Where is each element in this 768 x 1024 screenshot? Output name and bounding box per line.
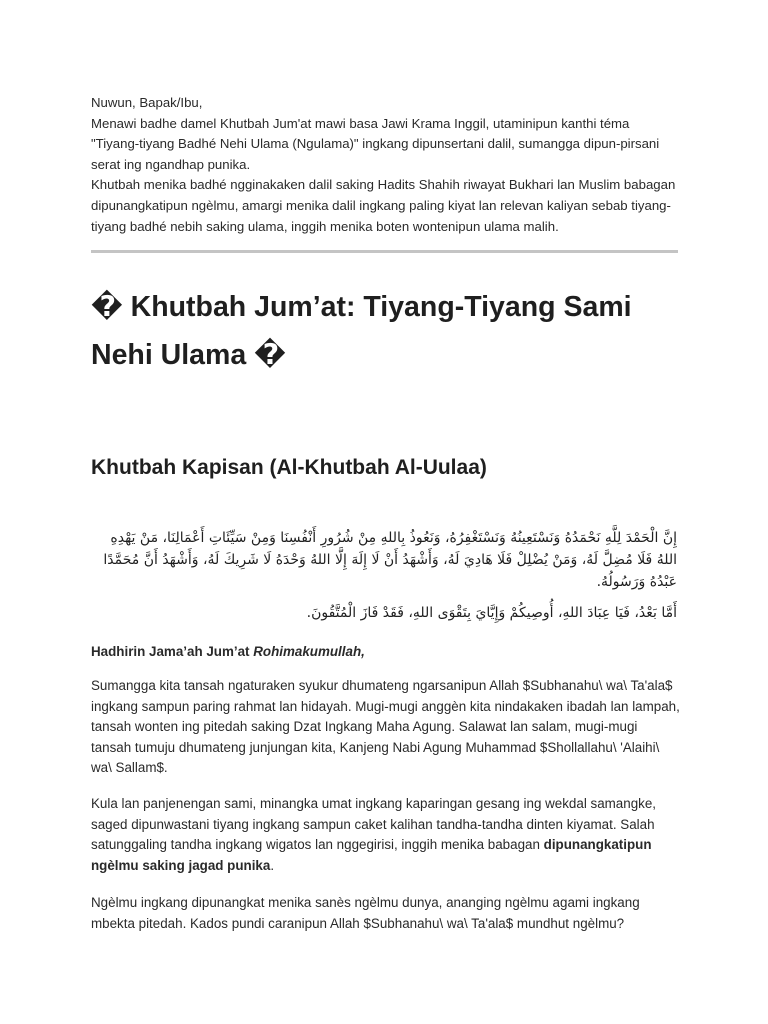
body-paragraph-kiyamat: [91, 794, 681, 876]
horizontal-divider: [91, 250, 678, 253]
section-title: Khutbah Kapisan (Al-Khutbah Al-Uulaa): [91, 456, 487, 479]
intro-paragraph-dalil: Khutbah menika badhé ngginakaken dalil saking Hadits Shahih riwayat Bukhari lan Muslim babagan dipunangkatipun ngèlmu, amargi menika dalil ingkang paling kiyat lan relevan kaliyan sebab tiyang-tiyang badhé nebih saking ulama, inggih menika boten wontenipun ulama malih.: [91, 177, 676, 234]
hadhirin-label: Hadhirin Jama’ah Jum’at: [91, 644, 254, 659]
hadhirin-italic: Rohimakumullah,: [253, 644, 365, 659]
body-paragraph-bold: dipunangkatipun ngèlmu saking jagad punika: [91, 837, 652, 873]
intro-section: [91, 93, 681, 237]
hadhirin-greeting: [91, 642, 681, 663]
body-paragraph-syukur: Sumangga kita tansah ngaturaken syukur dhumateng ngarsanipun Allah $Subhanahu\ wa\ Ta'ala$ ingkang sampun paring rahmat lan hidayah. Mugi-mugi anggèn kita nindakaken ibadah lan lampah, tansah wonten ing pitedah saking Dzat Ingkang Maha Agung. Salawat lan salam, mugi-mugi tansah tumuju dhumateng junjungan kita, Kanjeng Nabi Agung Muhammad $Shollallahu\ 'Alaihi\ wa\ Sallam$.: [91, 678, 680, 776]
page-title: � Khutbah Jum’at: Tiyang-Tiyang Sami Nehi Ulama �: [91, 291, 632, 371]
intro-paragraph: Menawi badhe damel Khutbah Jum'at mawi basa Jawi Krama Inggil, utaminipun kanthi téma "Tiyang-tiyang Badhé Nehi Ulama (Ngulama)" ingkang dipunsertani dalil, sumangga dipun-pirsani serat ing ngandhap punika.: [91, 115, 660, 172]
arabic-opening-text: إِنَّ الْحَمْدَ لِلَّهِ نَحْمَدُهُ وَنَسْتَعِينُهُ وَنَسْتَغْفِرُهُ، وَنَعُوذُ بِاللهِ مِنْ شُرُورِ أَنْفُسِنَا وَمِنْ سَيِّئَاتِ أَعْمَالِنَا، مَنْ يَهْدِهِ اللهُ فَلَا مُضِلَّ لَهُ، وَمَنْ يُضْلِلْ فَلَا هَادِيَ لَهُ، وَأَشْهَدُ أَنْ لَا إِلَهَ إِلَّا اللهُ وَحْدَهُ لَا شَرِيكَ لَهُ، وَأَشْهَدُ أَنَّ مُحَمَّدًا عَبْدُهُ وَرَسُولُهُ.: [103, 530, 677, 590]
body-paragraph-ngelmu: Ngèlmu ingkang dipunangkat menika sanès ngèlmu dunya, ananging ngèlmu agami ingkang mbekta pitedah. Kados pundi caranipun Allah $Subhanahu\ wa\ Ta'ala$ mundhut ngèlmu?: [91, 895, 640, 931]
body-paragraph-end: .: [270, 857, 275, 873]
greeting-line: Nuwun, Bapak/Ibu,: [91, 95, 203, 110]
body-paragraph-text: Kula lan panjenengan sami, minangka umat ingkang kaparingan gesang ing wekdal samangke, saged dipunwastani tiyang ingkang sampun caket kalihan tandha-tandha dinten kiyamat. Salah satunggaling tandha ingkang wigatos lan nggegirisi, inggih menika babagan: [91, 796, 657, 853]
arabic-amma-badu-text: أَمَّا بَعْدُ، فَيَا عِبَادَ اللهِ، أُوصِيكُمْ وَإِيَّايَ بِتَقْوَى اللهِ، فَقَدْ فَازَ الْمُتَّقُونَ.: [306, 605, 677, 621]
